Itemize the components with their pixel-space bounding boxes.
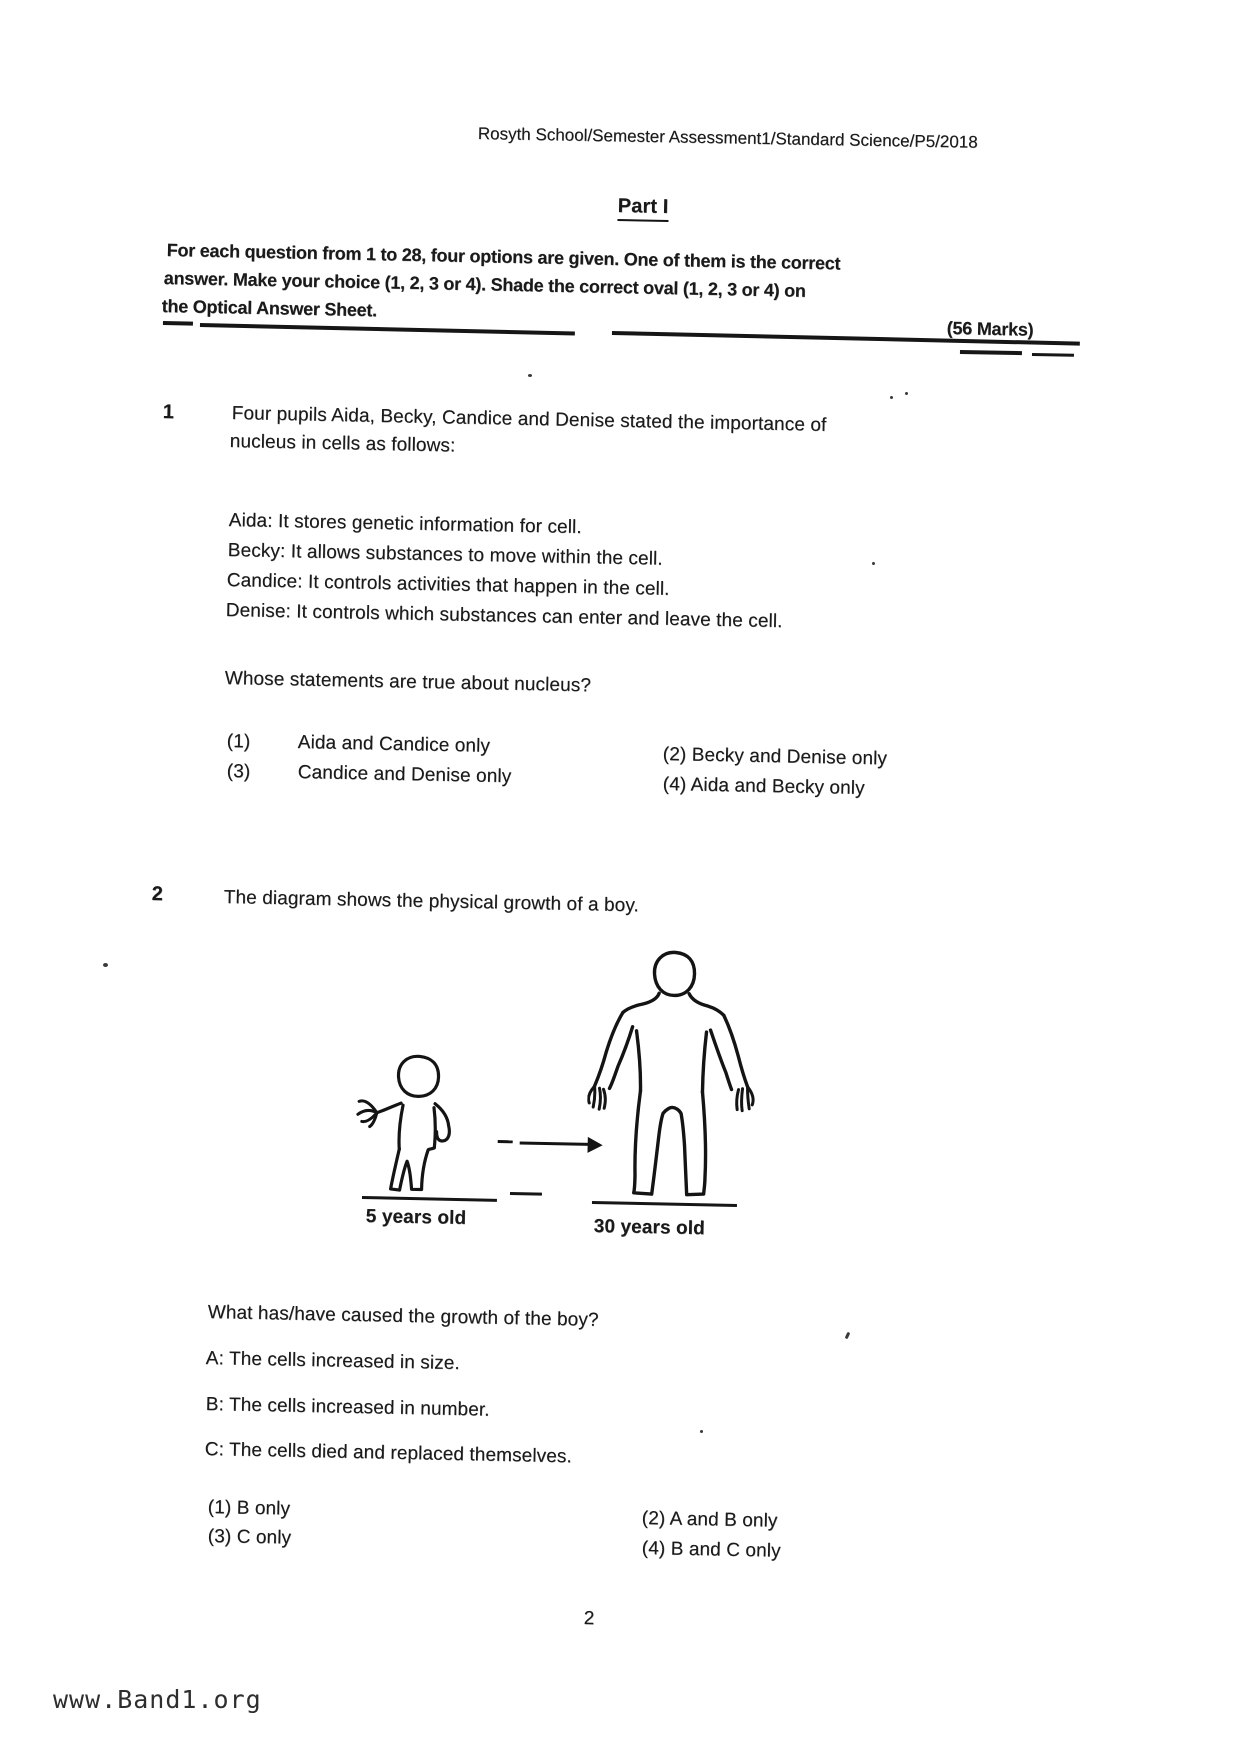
q2-number: 2 [151,883,164,906]
divider-rule [960,350,1022,355]
diagram-label-right: 30 years old [593,1216,706,1240]
q1-option-2: (2) Becky and Denise only [662,744,888,770]
diagram-label-left: 5 years old [365,1206,467,1230]
arrow-dash [498,1140,513,1143]
document-header: Rosyth School/Semester Assessment1/Standard Science/P5/2018 [477,124,978,152]
page-number: 2 [583,1608,595,1630]
q1-stem-line-2: nucleus in cells as follows: [229,431,456,457]
q1-number: 1 [162,401,175,424]
q2-option-4: (4) B and C only [641,1538,781,1562]
scan-speck [872,562,875,565]
q1-option-1-text: Aida and Candice only [297,732,491,757]
section-title: Part I [617,195,668,222]
scan-speck [528,374,532,377]
q1-option-3-text: Candice and Denise only [297,762,512,788]
ground-line-middle [510,1192,542,1196]
q2-statement-c: C: The cells died and replaced themselves. [204,1439,573,1468]
scan-speck [103,963,108,967]
q2-option-3: (3) C only [207,1526,292,1549]
q1-option-3-number: (3) [226,761,251,783]
scan-speck [890,396,893,399]
q2-option-1: (1) B only [207,1497,291,1520]
divider-rule [200,323,575,336]
boy-figure-drawing [335,1050,488,1203]
q2-option-2: (2) A and B only [641,1508,778,1532]
q1-option-4: (4) Aida and Becky only [662,774,865,800]
q1-stem-line-1: Four pupils Aida, Becky, Candice and Denise stated the importance of [231,403,827,436]
instruction-line-1: For each question from 1 to 28, four options are given. One of them is the correct [166,240,841,274]
marks-label: (56 Marks) [946,318,1034,340]
q2-statement-a: A: The cells increased in size. [205,1348,461,1375]
q1-prompt: Whose statements are true about nucleus? [224,668,592,697]
instruction-line-3: the Optical Answer Sheet. [161,296,378,321]
man-figure-drawing [585,946,760,1211]
q1-statement-aida: Aida: It stores genetic information for cell. [228,510,582,539]
arrow-shaft [520,1141,590,1145]
q1-statement-becky: Becky: It allows substances to move within the cell. [227,540,663,570]
instruction-line-2: answer. Make your choice (1, 2, 3 or 4). Shade the correct oval (1, 2, 3 or 4) on [163,268,806,301]
q2-prompt: What has/have caused the growth of the boy? [207,1302,599,1331]
scan-speck [845,1332,851,1340]
scan-speck [905,392,908,395]
watermark-text: www.Band1.org [53,1685,262,1714]
q2-statement-b: B: The cells increased in number. [205,1394,490,1421]
q1-option-1-number: (1) [226,731,251,753]
divider-rule [163,321,193,326]
q1-statement-candice: Candice: It controls activities that happen in the cell. [226,570,670,600]
scan-speck [700,1430,703,1433]
q2-stem: The diagram shows the physical growth of a boy. [223,887,640,917]
q1-statement-denise: Denise: It controls which substances can enter and leave the cell. [225,600,783,633]
divider-rule [1032,353,1074,357]
